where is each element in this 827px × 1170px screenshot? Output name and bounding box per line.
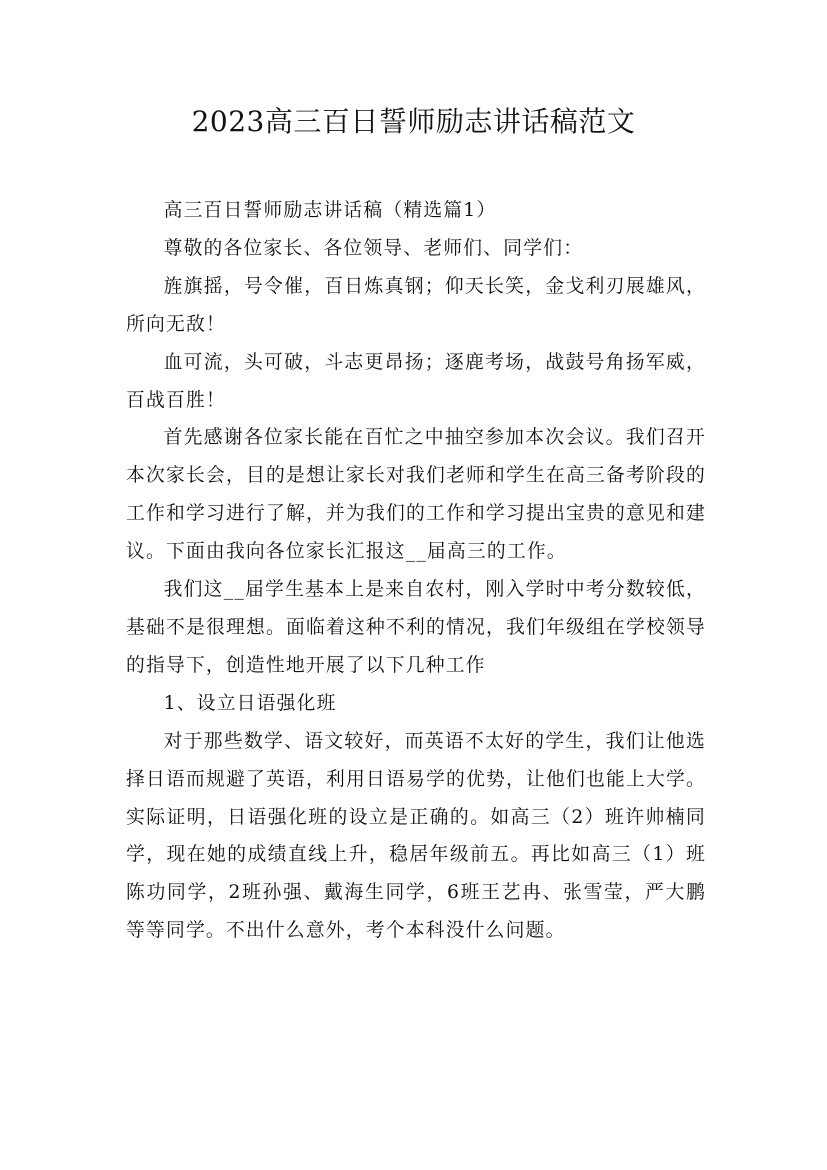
paragraph: 血可流，头可破，斗志更昂扬；逐鹿考场，战鼓号角扬军威，百战百胜！ (126, 351, 706, 411)
paragraph-salutation: 尊敬的各位家长、各位领导、老师们、同学们： (163, 237, 584, 259)
paragraph-heading: 高三百日誓师励志讲话稿（精选篇1） (163, 200, 497, 221)
document-title: 2023高三百日誓师励志讲话稿范文 (191, 105, 636, 138)
document-body (126, 192, 706, 950)
paragraph: 首先感谢各位家长能在百忙之中抽空参加本次会议。我们召开本次家长会，目的是想让家长对我们老师和学生在高三备考阶段的工作和学习进行了解，并为我们的工作和学习提出宝贵的意见和建议。下面由我向各位家长汇报这__届高三的工作。 (126, 427, 706, 563)
paragraph: 我们这__届学生基本上是来自农村，刚入学时中考分数较低，基础不是很理想。面临着这种不利的情况，我们年级组在学校领导的指导下，创造性地开展了以下几种工作 (126, 579, 706, 676)
paragraph: 旌旗摇，号令催，百日炼真钢；仰天长笑，金戈利刃展雄风，所向无敌！ (126, 275, 706, 335)
paragraph: 对于那些数学、语文较好，而英语不太好的学生，我们让他选择日语而规避了英语，利用日语易学的优势，让他们也能上大学。实际证明，日语强化班的设立是正确的。如高三（2）班许帅楠同学，现在她的成绩直线上升，稳居年级前五。再比如高三（1）班陈功同学，2班孙强、戴海生同学，6班王艺冉、张雪莹，严大鹏等等同学。不出什么意外，考个本科没什么问题。 (126, 730, 706, 942)
section-heading: 1、设立日语强化班 (163, 692, 337, 714)
